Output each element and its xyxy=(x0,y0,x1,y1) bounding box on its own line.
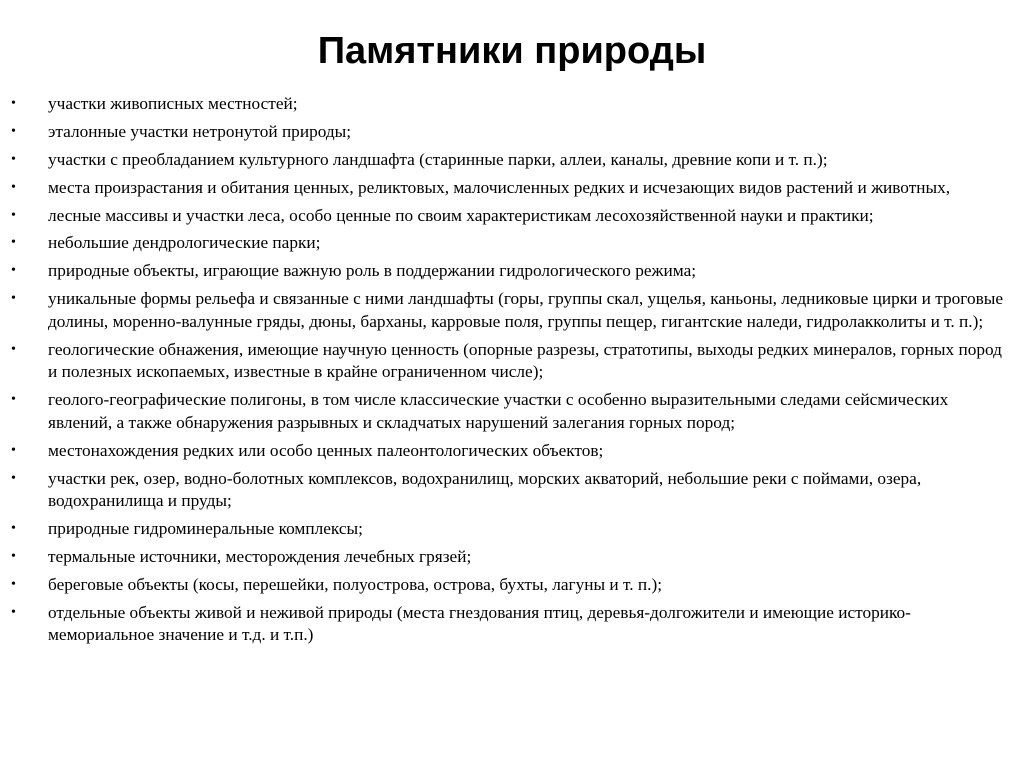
bullet-icon: • xyxy=(11,470,16,486)
list-item xyxy=(0,339,1024,384)
bullet-icon: • xyxy=(11,548,16,564)
list-item-text: лесные массивы и участки леса, особо ценные по своим характеристикам лесохозяйственной науки и практики; xyxy=(48,205,874,225)
bullet-icon: • xyxy=(11,96,16,111)
bullet-icon: • xyxy=(11,291,16,307)
bullet-icon: • xyxy=(11,207,16,223)
list-item-text: небольшие дендрологические парки; xyxy=(48,233,321,253)
list-item xyxy=(0,232,1024,255)
bullet-icon: • xyxy=(11,179,16,195)
list-item-text: эталонные участки нетронутой природы; xyxy=(48,121,352,141)
list-item xyxy=(0,205,1024,228)
list-item xyxy=(0,602,1024,647)
list-item xyxy=(0,149,1024,172)
list-item-text: природные объекты, играющие важную роль в поддержании гидрологического режима; xyxy=(48,261,697,281)
list-item xyxy=(0,440,1024,463)
list-item xyxy=(0,518,1024,541)
list-item xyxy=(0,574,1024,597)
list-item xyxy=(0,93,1024,116)
bullet-icon: • xyxy=(11,341,16,357)
list-item-text: отдельные объекты живой и неживой природы (места гнездования птиц, деревья-долгожители и имеющие историко-мемориальное значение и т.д. и т.п.) xyxy=(48,602,911,645)
list-item-text: участки живописных местностей; xyxy=(48,94,298,113)
bullet-icon: • xyxy=(11,442,16,458)
bullet-icon: • xyxy=(11,576,16,592)
bullet-icon: • xyxy=(11,263,16,279)
bullet-icon: • xyxy=(11,392,16,408)
list-item xyxy=(0,468,1024,513)
list-item-text: термальные источники, месторождения лечебных грязей; xyxy=(48,546,472,566)
list-item-text: геолого-географические полигоны, в том числе классические участки с особенно выразительными следами сейсмических явлений, а также обнаружения разрывных и складчатых нарушений залегания горных пород; xyxy=(48,390,949,432)
bullet-icon: • xyxy=(11,604,16,620)
list-item xyxy=(0,546,1024,569)
bullet-icon: • xyxy=(11,235,16,251)
list-item-text: участки рек, озер, водно-болотных комплексов, водохранилищ, морских акваторий, небольшие реки с поймами, озера, водохранилища и пруды; xyxy=(48,468,922,511)
list-item-text: геологические обнажения, имеющие научную ценность (опорные разрезы, стратотипы, выходы редких минералов, горных пород и полезных ископаемых, известные в крайне ограниченном числе); xyxy=(48,339,1002,382)
bullet-list xyxy=(0,93,1024,652)
list-item xyxy=(0,288,1024,333)
bullet-icon: • xyxy=(11,151,16,167)
list-item xyxy=(0,121,1024,144)
bullet-icon: • xyxy=(11,521,16,537)
list-item xyxy=(0,389,1024,434)
list-item xyxy=(0,177,1024,200)
list-item-text: места произрастания и обитания ценных, реликтовых, малочисленных редких и исчезающих видов растений и животных, xyxy=(48,177,951,197)
slide-title: Памятники природы xyxy=(317,30,707,72)
list-item-text: местонахождения редких или особо ценных палеонтологических объектов; xyxy=(48,440,604,460)
list-item-text: участки с преобладанием культурного ландшафта (старинные парки, аллеи, каналы, древние копи и т. п.); xyxy=(48,149,828,169)
bullet-icon: • xyxy=(11,123,16,139)
list-item-text: уникальные формы рельефа и связанные с ними ландшафты (горы, группы скал, ущелья, каньоны, ледниковые цирки и троговые долины, моренно-валунные гряды, дюны, барханы, карровые поля, группы пещер, гигантские наледи, гидролакколиты и т. п.); xyxy=(48,289,1004,331)
list-item xyxy=(0,260,1024,283)
list-item-text: береговые объекты (косы, перешейки, полуострова, острова, бухты, лагуны и т. п.); xyxy=(48,574,662,594)
list-item-text: природные гидроминеральные комплексы; xyxy=(48,519,363,539)
